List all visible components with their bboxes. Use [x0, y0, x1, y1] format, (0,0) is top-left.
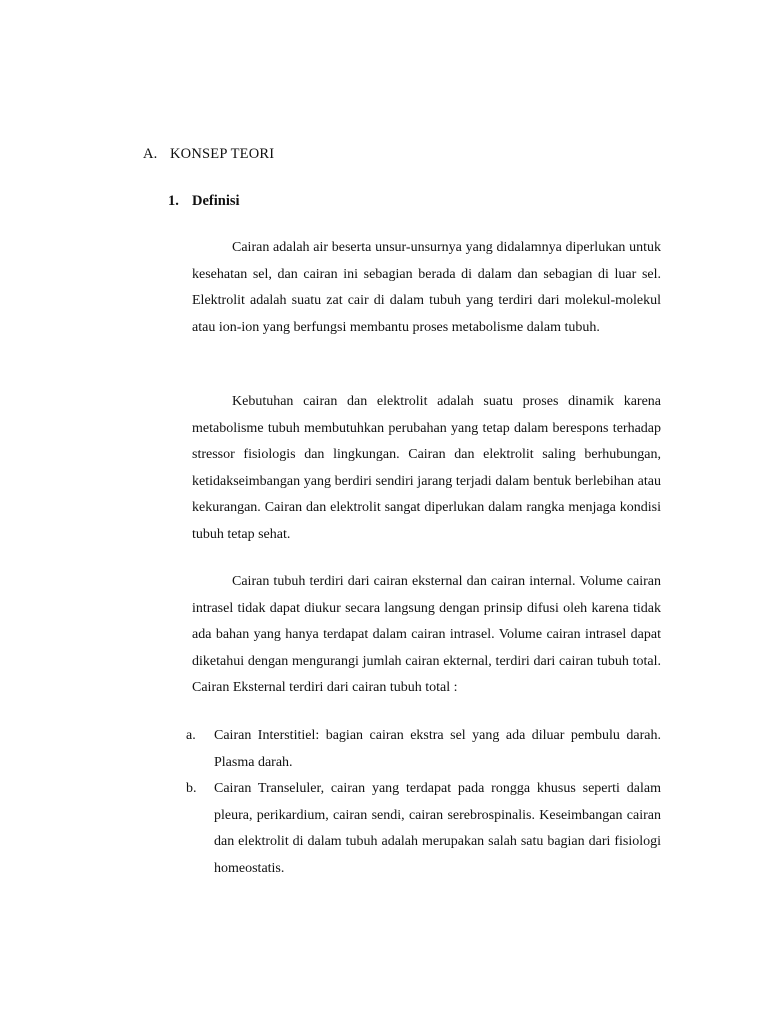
list-item [186, 723, 661, 776]
paragraph-kebutuhan-cairan: Kebutuhan cairan dan elektrolit adalah suatu proses dinamik karena metabolisme tubuh membutuhkan perubahan yang tetap dalam berespons terhadap stressor fisiologis dan lingkungan. Cairan dan elektrolit saling berhubungan, ketidakseimbangan yang berdiri sendiri jarang terjadi dalam bentuk berlebihan atau kekurangan. Cairan dan elektrolit sangat diperlukan dalam rangka menjaga kondisi tubuh tetap sehat. [192, 394, 661, 542]
list-item-text: Cairan Transeluler, cairan yang terdapat pada rongga khusus seperti dalam pleura, perikardium, cairan sendi, cairan serebrospinalis. Keseimbangan cairan dan elektrolit di dalam tubuh adalah merupakan salah satu bagian dari fisiologi homeostatis. [214, 781, 661, 876]
cairan-eksternal-list [186, 723, 661, 883]
subsection-heading [168, 193, 240, 210]
section-title: KONSEP TEORI [170, 146, 275, 162]
paragraph-cairan-tubuh: Cairan tubuh terdiri dari cairan eksternal dan cairan internal. Volume cairan intrasel tidak dapat diukur secara langsung dengan prinsip difusi oleh karena tidak ada bahan yang hanya terdapat dalam cairan intrasel. Volume cairan intrasel dapat diketahui dengan mengurangi jumlah cairan ekternal, terdiri dari cairan tubuh total. Cairan Eksternal terdiri dari cairan tubuh total : [192, 574, 661, 696]
subsection-title: Definisi [192, 193, 240, 209]
paragraph-definition-cairan: Cairan adalah air beserta unsur-unsurnya yang didalamnya diperlukan untuk kesehatan sel, dan cairan ini sebagian berada di dalam dan sebagian di luar sel. Elektrolit adalah suatu zat cair di dalam tubuh yang terdiri dari molekul-molekul atau ion-ion yang berfungsi membantu proses metabolisme dalam tubuh. [192, 240, 661, 335]
list-item-text: Cairan Interstitiel: bagian cairan ekstra sel yang ada diluar pembulu darah. Plasma darah. [214, 728, 661, 770]
list-item [186, 776, 661, 882]
subsection-marker: 1. [168, 193, 179, 209]
section-marker: A. [143, 146, 158, 162]
list-item-marker: a. [186, 728, 196, 743]
section-heading [143, 146, 274, 163]
list-item-marker: b. [186, 781, 197, 797]
